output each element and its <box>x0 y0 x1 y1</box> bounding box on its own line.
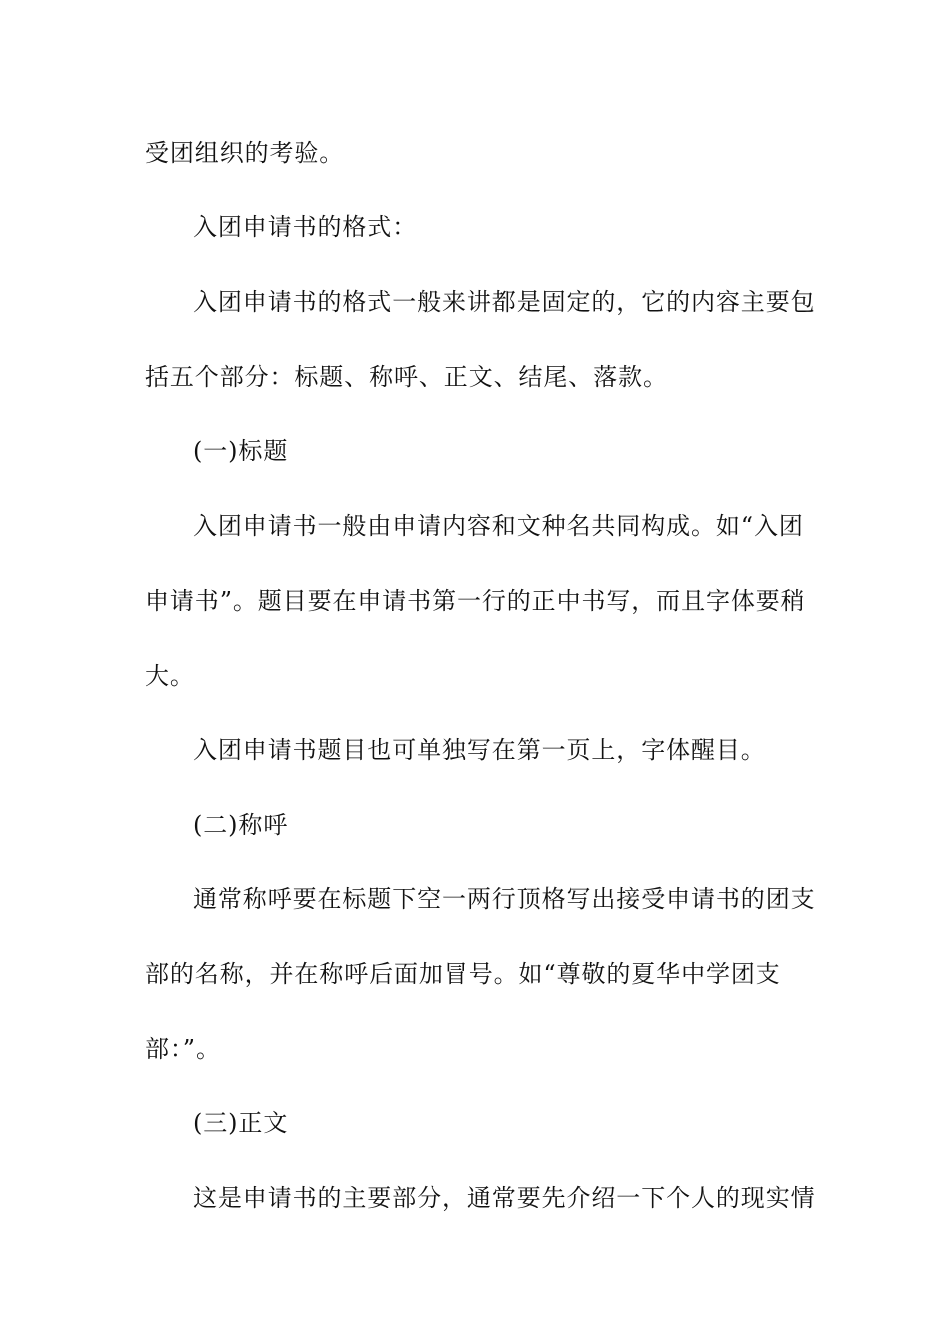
paragraph-line: 括五个部分：标题、称呼、正文、结尾、落款。 <box>145 363 668 391</box>
text-line: 受团组织的考验。 <box>145 139 345 167</box>
paragraph-line: 通常称呼要在标题下空一两行顶格写出接受申请书的团支 <box>193 885 816 913</box>
paragraph-line: 入团申请书的格式一般来讲都是固定的，它的内容主要包 <box>193 288 816 316</box>
paragraph-line: 部的名称，并在称呼后面加冒号。如“尊敬的夏华中学团支 <box>145 960 781 988</box>
section-heading: 入团申请书的格式： <box>193 213 418 241</box>
paragraph-line: 申请书”。题目要在申请书第一行的正中书写，而且字体要稍 <box>145 587 806 615</box>
subheading-salutation: (二)称呼 <box>193 811 289 839</box>
paragraph-line: 入团申请书题目也可单独写在第一页上，字体醒目。 <box>193 736 766 764</box>
paragraph-line: 部：”。 <box>145 1035 221 1063</box>
paragraph-line: 大。 <box>145 662 195 690</box>
paragraph-line: 入团申请书一般由申请内容和文种名共同构成。如“入团 <box>193 512 804 540</box>
paragraph-line: 这是申请书的主要部分，通常要先介绍一下个人的现实情 <box>193 1184 816 1212</box>
subheading-body: (三)正文 <box>193 1109 289 1137</box>
subheading-title: (一)标题 <box>193 437 289 465</box>
